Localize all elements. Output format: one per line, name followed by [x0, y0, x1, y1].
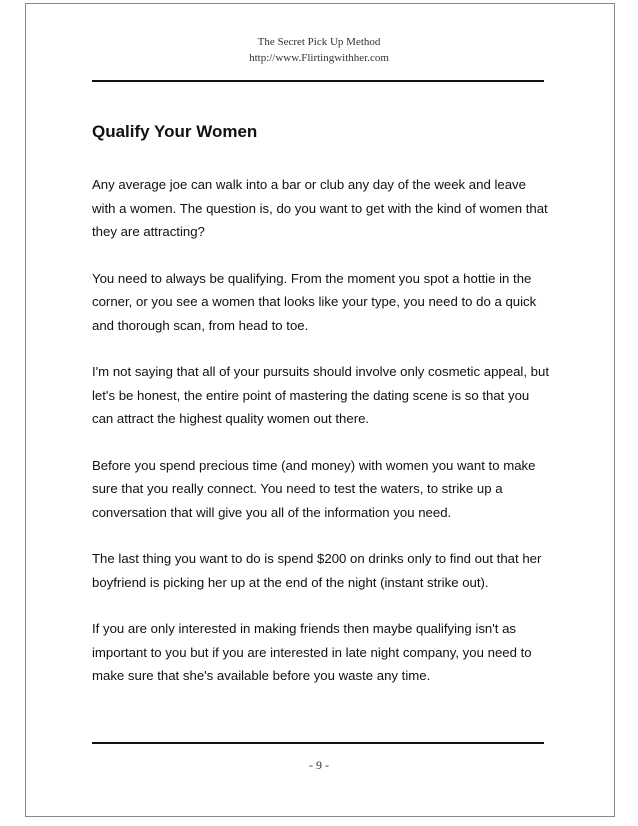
paragraph: Any average joe can walk into a bar or club any day of the week and leave with a women. The question is, do you want to get with the kind of women that they are attracting?: [92, 177, 548, 239]
paragraph: Before you spend precious time (and money) with women you want to make sure that you really connect. You need to test the waters, to strike up a conversation that will give you all of the information you need.: [92, 457, 536, 520]
footer-divider: [92, 742, 544, 744]
paragraph: You need to always be qualifying. From the moment you spot a hottie in the corner, or you see a women that looks like your type, you need to do a quick and thorough scan, from head to toe.: [92, 270, 537, 333]
header-divider: [92, 80, 544, 82]
paragraph: The last thing you want to do is spend $200 on drinks only to find out that her boyfriend is picking her up at the end of the night (instant strike out).: [92, 551, 542, 590]
page-content: [92, 121, 552, 711]
paragraph: I'm not saying that all of your pursuits should involve only cosmetic appeal, but let's be honest, the entire point of mastering the dating scene is so that you can attract the highest quality women out there.: [92, 364, 549, 426]
header-title: The Secret Pick Up Method: [257, 36, 381, 48]
header-url: http://www.Flirtingwithher.com: [249, 52, 389, 64]
page-header: [0, 34, 638, 66]
paragraph: If you are only interested in making friends then maybe qualifying isn't as important to you but if you are interested in late night company, you need to make sure that she's available before you waste any time.: [92, 621, 532, 683]
page-number: - 9 -: [309, 758, 329, 772]
section-heading: Qualify Your Women: [92, 122, 258, 141]
